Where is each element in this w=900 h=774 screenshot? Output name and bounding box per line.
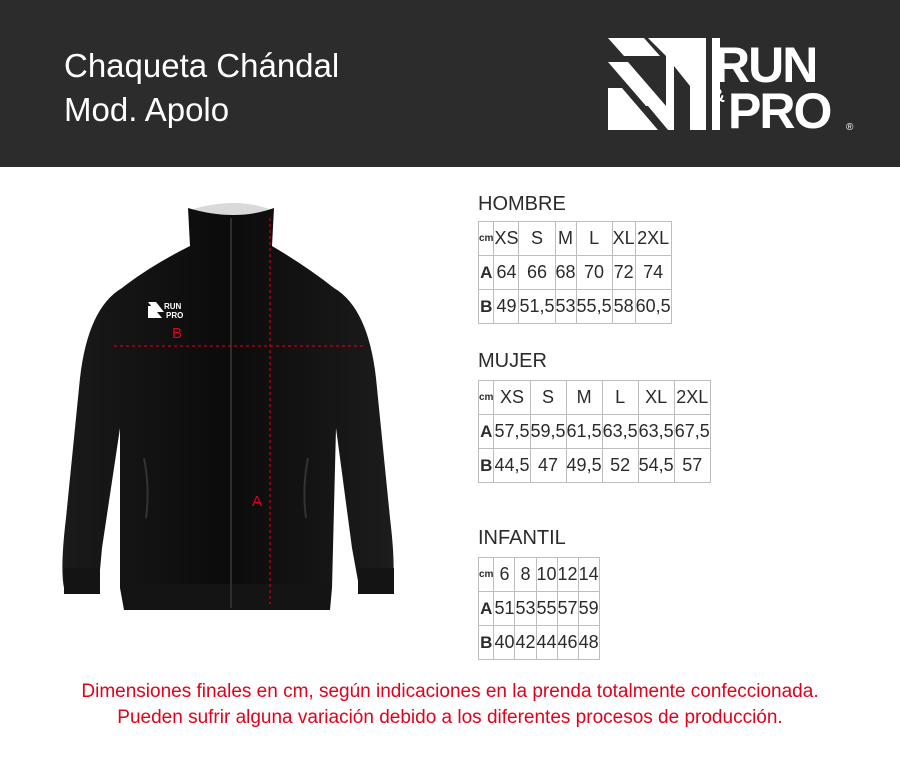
- size-header: L: [576, 222, 612, 256]
- footer-note-line2: Pueden sufrir alguna variación debido a los diferentes procesos de producción.: [117, 707, 783, 728]
- value-cell: 57,5: [494, 415, 530, 449]
- size-header: 10: [536, 558, 557, 592]
- unit-cell: cm: [479, 558, 494, 592]
- jacket-right-cuff: [358, 568, 394, 594]
- section-label-hombre: HOMBRE: [478, 193, 566, 215]
- value-cell: 49: [494, 290, 519, 324]
- logo-registered-mark: ®: [846, 122, 854, 132]
- unit-cell: cm: [479, 381, 494, 415]
- value-cell: 51: [494, 592, 515, 626]
- table-row: [479, 222, 672, 256]
- measure-label-a: A: [252, 493, 263, 510]
- size-header: XL: [612, 222, 635, 256]
- value-cell: 55,5: [576, 290, 612, 324]
- chest-logo-run: RUN: [164, 302, 182, 311]
- value-cell: 63,5: [602, 415, 638, 449]
- table-row: [479, 558, 600, 592]
- product-title-line1: Chaqueta Chándal: [64, 47, 340, 84]
- value-cell: 44,5: [494, 449, 530, 483]
- table-row: [479, 592, 600, 626]
- logo-stripes-icon: [608, 38, 720, 130]
- header-banner: [0, 0, 900, 167]
- size-header: S: [530, 381, 566, 415]
- product-title: [64, 44, 339, 132]
- value-cell: 74: [635, 256, 671, 290]
- size-header: XS: [494, 222, 519, 256]
- value-cell: 47: [530, 449, 566, 483]
- unit-cell: cm: [479, 222, 494, 256]
- jacket-left-cuff: [64, 568, 100, 594]
- value-cell: 55: [536, 592, 557, 626]
- size-table-hombre: [478, 221, 672, 324]
- value-cell: 68: [555, 256, 576, 290]
- value-cell: 58: [612, 290, 635, 324]
- size-header: 2XL: [674, 381, 710, 415]
- value-cell: 63,5: [638, 415, 674, 449]
- table-row: [479, 449, 711, 483]
- size-table-mujer: [478, 380, 711, 483]
- value-cell: 66: [519, 256, 555, 290]
- chest-logo: [148, 302, 183, 320]
- size-header: 6: [494, 558, 515, 592]
- size-header: 12: [557, 558, 578, 592]
- row-label-b: B: [479, 449, 494, 483]
- jacket-waistband: [124, 584, 330, 610]
- value-cell: 64: [494, 256, 519, 290]
- size-header: 2XL: [635, 222, 671, 256]
- size-header: L: [602, 381, 638, 415]
- value-cell: 48: [578, 626, 599, 660]
- logo-pro-text: PRO: [728, 83, 831, 132]
- product-title-line2: Mod. Apolo: [64, 91, 230, 128]
- value-cell: 54,5: [638, 449, 674, 483]
- jacket-illustration: [40, 188, 440, 648]
- value-cell: 72: [612, 256, 635, 290]
- size-header: M: [566, 381, 602, 415]
- logo-run-text: RUN: [714, 37, 817, 93]
- table-row: [479, 626, 600, 660]
- table-row: [479, 415, 711, 449]
- value-cell: 60,5: [635, 290, 671, 324]
- value-cell: 57: [674, 449, 710, 483]
- row-label-a: A: [479, 256, 494, 290]
- table-row: [479, 381, 711, 415]
- value-cell: 51,5: [519, 290, 555, 324]
- value-cell: 53: [555, 290, 576, 324]
- size-header: M: [555, 222, 576, 256]
- value-cell: 46: [557, 626, 578, 660]
- value-cell: 44: [536, 626, 557, 660]
- value-cell: 70: [576, 256, 612, 290]
- value-cell: 49,5: [566, 449, 602, 483]
- table-row: [479, 290, 672, 324]
- value-cell: 57: [557, 592, 578, 626]
- value-cell: 53: [515, 592, 536, 626]
- size-header: S: [519, 222, 555, 256]
- value-cell: 52: [602, 449, 638, 483]
- logo-amp-text: &: [712, 86, 725, 106]
- footer-note-line1: Dimensiones finales en cm, según indicaciones en la prenda totalmente confeccionada.: [81, 681, 819, 702]
- row-label-a: A: [479, 415, 494, 449]
- section-label-mujer: MUJER: [478, 350, 547, 372]
- value-cell: 61,5: [566, 415, 602, 449]
- value-cell: 40: [494, 626, 515, 660]
- jacket-body: [62, 208, 393, 610]
- value-cell: 42: [515, 626, 536, 660]
- value-cell: 59,5: [530, 415, 566, 449]
- size-header: 8: [515, 558, 536, 592]
- row-label-b: B: [479, 626, 494, 660]
- row-label-a: A: [479, 592, 494, 626]
- value-cell: 59: [578, 592, 599, 626]
- section-label-infantil: INFANTIL: [478, 527, 566, 549]
- row-label-b: B: [479, 290, 494, 324]
- size-header: 14: [578, 558, 599, 592]
- table-row: [479, 256, 672, 290]
- measure-label-b: B: [172, 325, 183, 342]
- chest-logo-pro: PRO: [166, 311, 184, 320]
- value-cell: 67,5: [674, 415, 710, 449]
- size-header: XL: [638, 381, 674, 415]
- runpro-logo: [608, 36, 860, 132]
- size-header: XS: [494, 381, 530, 415]
- size-table-infantil: [478, 557, 600, 660]
